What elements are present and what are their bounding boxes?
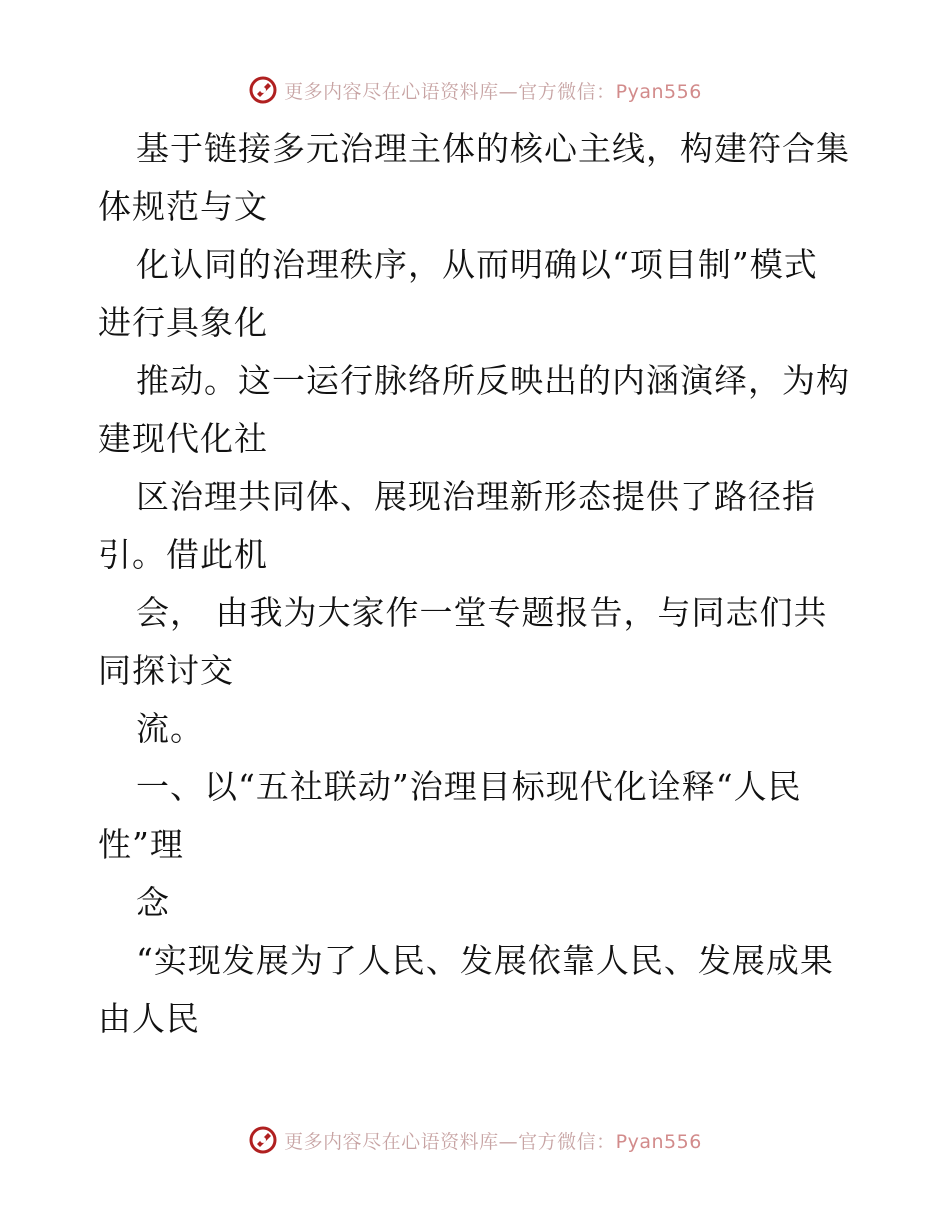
text-line: 引。借此机 — [98, 535, 268, 574]
text-line: 体规范与文 — [98, 187, 268, 226]
text-line: 进行具象化 — [98, 303, 268, 342]
banner-text: 更多内容尽在心语资料库—官方微信：Pyan556 — [284, 1130, 702, 1153]
section-heading-line: 一、以“五社联动”治理目标现代化诠释“人民 — [136, 767, 802, 806]
text-line: 会， 由我为大家作一堂专题报告，与同志们共 — [136, 593, 828, 632]
section-heading-line: 念 — [136, 883, 170, 922]
logo-icon — [248, 1125, 278, 1155]
text-line: 化认同的治理秩序，从而明确以“项目制”模式 — [136, 245, 818, 284]
footer-banner — [0, 1120, 950, 1160]
text-line: 区治理共同体、展现治理新形态提供了路径指 — [136, 477, 816, 516]
banner-text: 更多内容尽在心语资料库—官方微信：Pyan556 — [284, 80, 702, 103]
text-line: 流。 — [136, 709, 204, 748]
header-banner — [0, 70, 950, 110]
text-line: 基于链接多元治理主体的核心主线，构建符合集 — [136, 129, 850, 168]
document-body — [98, 120, 858, 1048]
text-line: 由人民 — [98, 999, 200, 1038]
logo-icon — [248, 75, 278, 105]
banner-wechat: Pyan556 — [615, 1130, 702, 1153]
banner-wechat: Pyan556 — [615, 80, 702, 103]
section-heading-line: 性”理 — [98, 825, 184, 864]
text-line: 建现代化社 — [98, 419, 268, 458]
text-line: 同探讨交 — [98, 651, 234, 690]
text-line: 推动。这一运行脉络所反映出的内涵演绎，为构 — [136, 361, 850, 400]
text-line: “实现发展为了人民、发展依靠人民、发展成果 — [136, 941, 834, 980]
